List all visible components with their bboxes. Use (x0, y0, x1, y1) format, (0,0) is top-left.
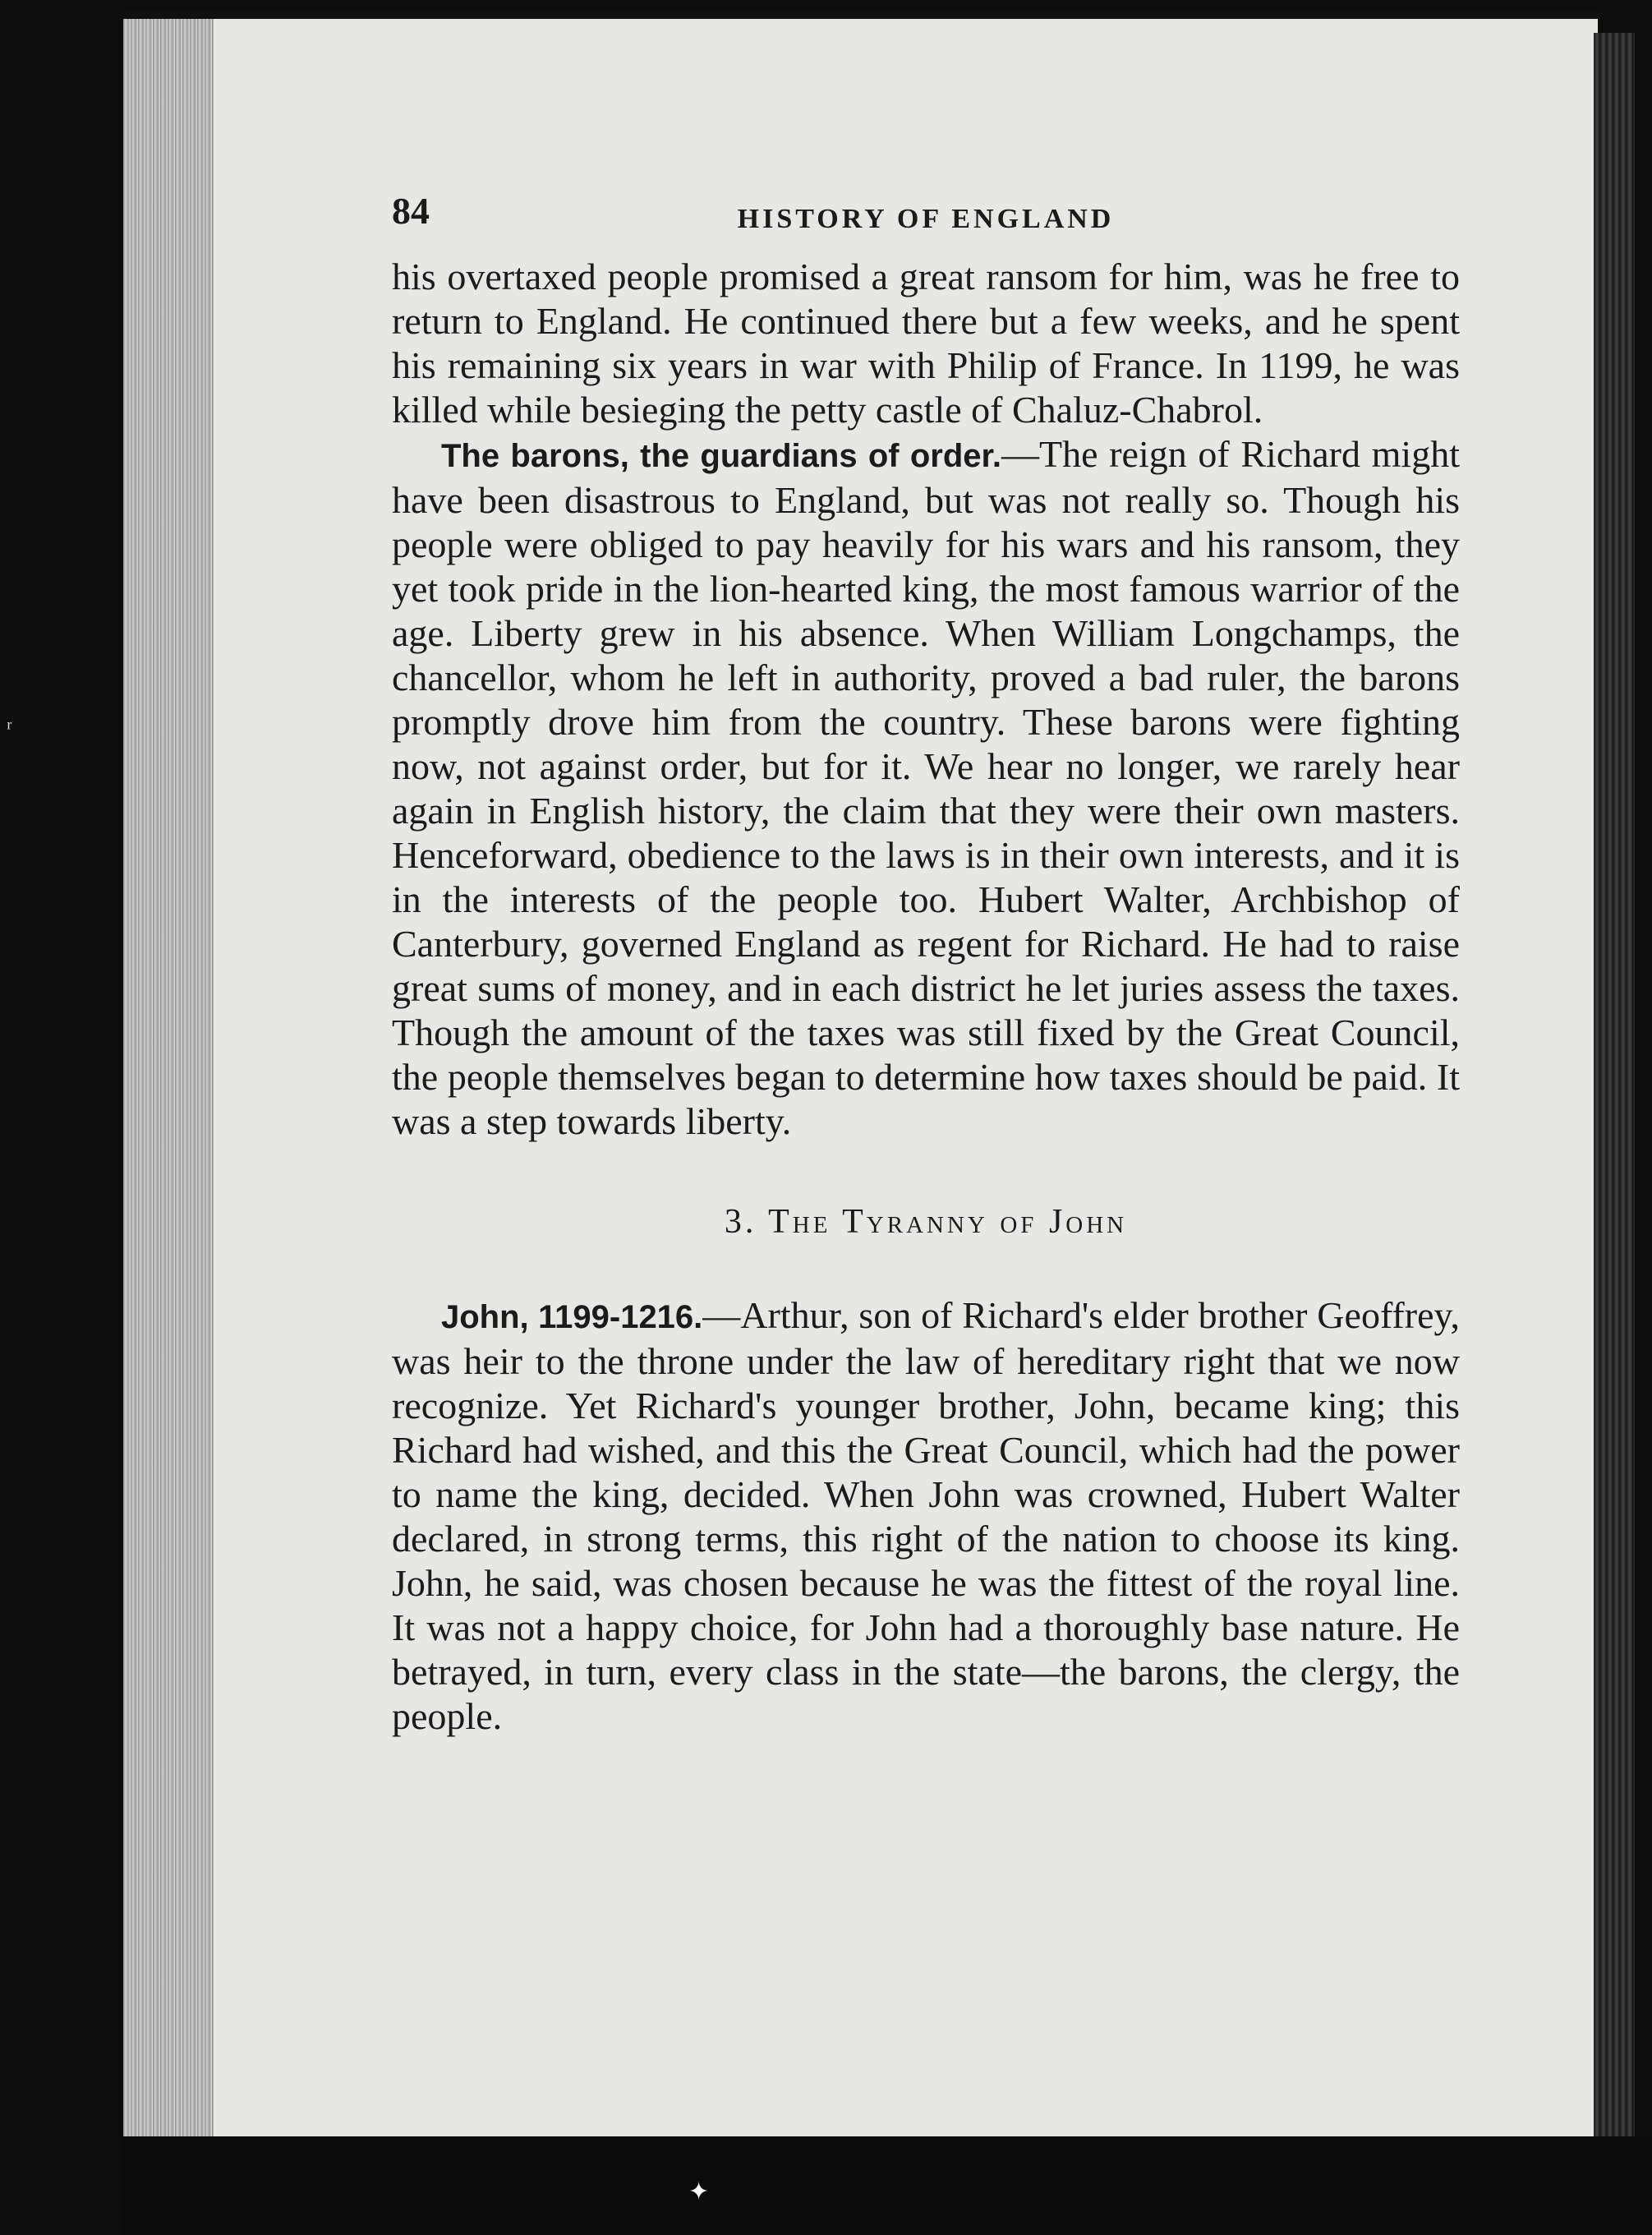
page-content (392, 173, 1460, 1739)
paragraph-john (392, 1293, 1460, 1739)
section-title: 3. The Tyranny of John (724, 1203, 1128, 1241)
scan-speck: ʳ (7, 715, 12, 742)
paragraph-barons (392, 432, 1460, 1144)
paragraph-body: —The reign of Richard might have been disastrous to England, but was not really so. Though his people were obliged to pay heavily for his wars and his ransom, they yet took pride in the lion-hearted king, the most famous warrior of the age. Liberty grew in his absence. When William Longchamps, the chancellor, whom he left in authority, proved a bad ruler, the barons promptly drove him from the country. These barons were fighting now, not against order, but for it. We hear no longer, we rarely hear again in English history, the claim that they were their own masters. Henceforward, obedience to the laws is in their own interests, and it is in the interests of the people too. Hubert Walter, Archbishop of Canterbury, governed England as regent for Richard. He had to raise great sums of money, and in each district he let juries assess the taxes. Though the amount of the taxes was still fixed by the Great Council, the people themselves began to determine how taxes should be paid. It was a step towards liberty. (392, 433, 1460, 1142)
page-stack-left-edge (123, 12, 214, 2153)
page-header (392, 173, 1460, 255)
paragraph-heading: The barons, the guardians of order. (441, 438, 1002, 474)
scan-bottom-border (123, 2136, 1651, 2235)
paragraph-continuation: his overtaxed people promised a great ransom for him, was he free to return to England. He continued there but a few weeks, and he spent his remaining six years in war with Philip of France. In 1199, he was killed while besieging the petty castle of Chaluz-Chabrol. (392, 256, 1460, 431)
paragraph-heading: John, 1199-1216. (441, 1299, 703, 1335)
scan-top-border (123, 12, 1602, 19)
page-stack-right-edge (1594, 33, 1635, 2136)
scan-speck: ✦ (688, 2178, 710, 2205)
running-head: HISTORY OF ENGLAND (737, 204, 1115, 234)
paragraph-body: —Arthur, son of Richard's elder brother Geoffrey, was heir to the throne under the law of hereditary right that we now recognize. Yet Richard's younger brother, John, became king; this Richard had wished, and this the Great Council, which had the power to name the king, decided. When John was crowned, Hubert Walter declared, in strong terms, this right of the nation to choose its king. John, he said, was chosen because he was the fittest of the royal line. It was not a happy choice, for John had a thoroughly base nature. He betrayed, in turn, every class in the state—the barons, the clergy, the people. (392, 1294, 1461, 1737)
page-number: 84 (392, 190, 430, 232)
